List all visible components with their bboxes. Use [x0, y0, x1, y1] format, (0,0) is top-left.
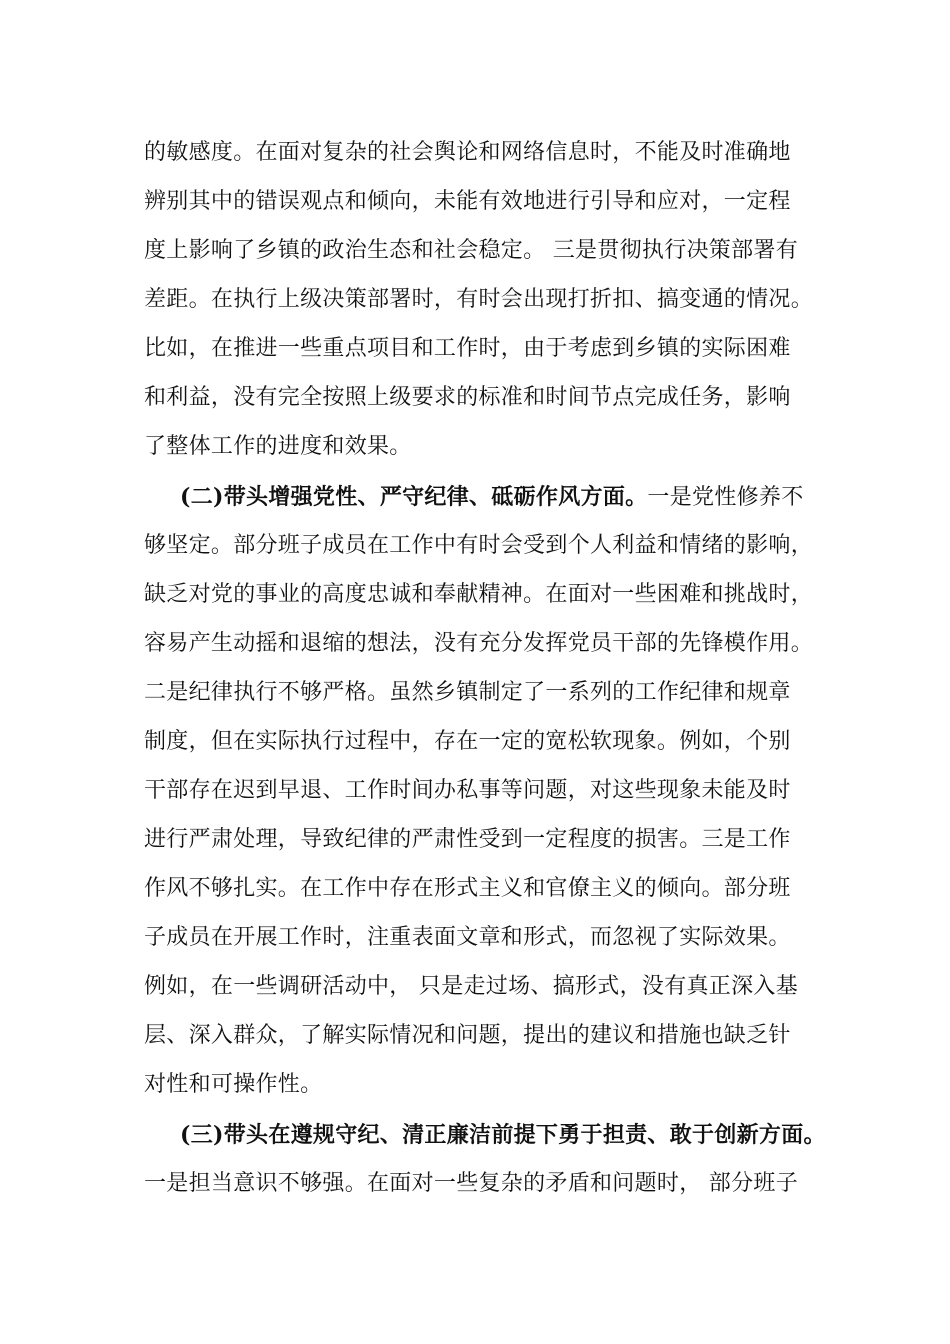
paragraph-line: 层、深入群众，了解实际情况和问题，提出的建议和措施也缺乏针 [144, 1023, 791, 1048]
paragraph-line: 进行严肃处理，导致纪律的严肃性受到一定程度的损害。三是工作 [144, 827, 791, 852]
paragraph-line: 缺乏对党的事业的高度忠诚和奉献精神。在面对一些困难和挑战时， [144, 582, 814, 607]
paragraph-line: 的敏感度。在面对复杂的社会舆论和网络信息时，不能及时准确地 [144, 140, 791, 165]
paragraph-line: 够坚定。部分班子成员在工作中有时会受到个人利益和情绪的影响， [144, 533, 814, 558]
paragraph-line: 容易产生动摇和退缩的想法，没有充分发挥党员干部的先锋模作用。 [144, 631, 814, 656]
paragraph-line: 对性和可操作性。 [144, 1072, 323, 1097]
section-2-heading: (二)带头增强党性、严守纪律、砥砺作风方面。 [180, 484, 648, 510]
paragraph-line: 例如，在一些调研活动中， 只是走过场、搞形式，没有真正深入基 [144, 974, 798, 999]
paragraph-line: 子成员在开展工作时，注重表面文章和形式，而忽视了实际效果。 [144, 925, 791, 950]
paragraph-line: 干部存在迟到早退、工作时间办私事等问题，对这些现象未能及时 [144, 778, 791, 803]
paragraph-line: 辨别其中的错误观点和倾向，未能有效地进行引导和应对，一定程 [144, 189, 791, 214]
paragraph-line: 和利益，没有完全按照上级要求的标准和时间节点完成任务，影响 [144, 385, 791, 410]
paragraph-line: 度上影响了乡镇的政治生态和社会稳定。 三是贯彻执行决策部署有 [144, 238, 798, 263]
section-2-first-line [180, 482, 804, 513]
section-3-heading: (三)带头在遵规守纪、清正廉洁前提下勇于担责、敢于创新方面。 [180, 1122, 826, 1148]
paragraph-line: 二是纪律执行不够严格。虽然乡镇制定了一系列的工作纪律和规章 [144, 680, 791, 705]
paragraph-line: 了整体工作的进度和效果。 [144, 434, 412, 459]
paragraph-line: 作风不够扎实。在工作中存在形式主义和官僚主义的倾向。部分班 [144, 876, 791, 901]
paragraph-line: 一是担当意识不够强。在面对一些复杂的矛盾和问题时， 部分班子 [144, 1171, 798, 1196]
paragraph-line: 差距。在执行上级决策部署时，有时会出现打折扣、搞变通的情况。 [144, 287, 814, 312]
paragraph-line: 制度，但在实际执行过程中，存在一定的宽松软现象。例如，个别 [144, 729, 791, 754]
paragraph-line: 比如，在推进一些重点项目和工作时，由于考虑到乡镇的实际困难 [144, 336, 791, 361]
section-2-first-line-text: 一是党性修养不 [647, 485, 804, 510]
